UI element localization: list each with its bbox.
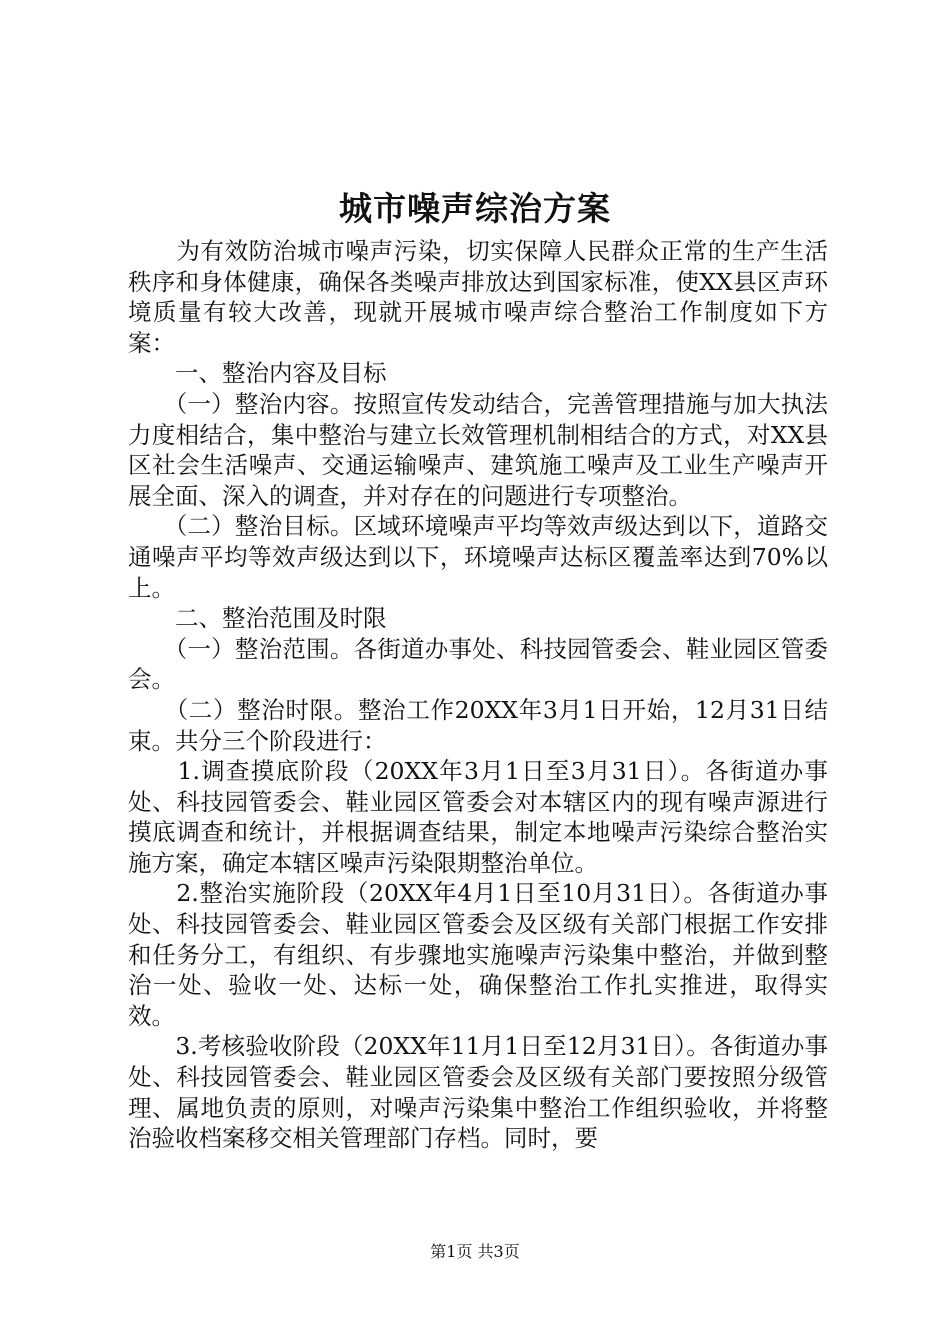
paragraph-content: （一）整治内容。按照宣传发动结合，完善管理措施与加大执法力度相结合，集中整治与建立长效管理机制相结合的方式，对XX县区社会生活噪声、交通运输噪声、建筑施工噪声及工业生产噪声开展全面、深入的调查，并对存在的问题进行专项整治。 [128, 389, 828, 510]
paragraph-stage-3: 3.考核验收阶段（20XX年11月1日至12月31日）。各街道办事处、科技园管委会、鞋业园区管委会及区级有关部门要按照分级管理、属地负责的原则，对噪声污染集中整治工作组织验收，并将整治验收档案移交相关管理部门存档。同时，要 [128, 1032, 828, 1153]
paragraph-goal: （二）整治目标。区域环境噪声平均等效声级达到以下，道路交通噪声平均等效声级达到以下，环境噪声达标区覆盖率达到70%以上。 [128, 512, 828, 602]
paragraph-stage-2: 2.整治实施阶段（20XX年4月1日至10月31日）。各街道办事处、科技园管委会、鞋业园区管委会及区级有关部门根据工作安排和任务分工，有组织、有步骤地实施噪声污染集中整治，并做到整治一处、验收一处、达标一处，确保整治工作扎实推进，取得实效。 [128, 879, 828, 1030]
paragraph-stage-1: 1.调查摸底阶段（20XX年3月1日至3月31日）。各街道办事处、科技园管委会、鞋业园区管委会对本辖区内的现有噪声源进行摸底调查和统计，并根据调查结果，制定本地噪声污染综合整治实施方案，确定本辖区噪声污染限期整治单位。 [128, 757, 828, 877]
document-body [128, 236, 828, 1154]
document-title: 城市噪声综治方案 [339, 189, 611, 228]
heading-section-1: 一、整治内容及目标 [128, 359, 387, 388]
paragraph-intro: 为有效防治城市噪声污染，切实保障人民群众正常的生产生活秩序和身体健康，确保各类噪声排放达到国家标准，使XX县区声环境质量有较大改善，现就开展城市噪声综合整治工作制度如下方案： [128, 237, 828, 357]
heading-section-2: 二、整治范围及时限 [128, 604, 387, 633]
paragraph-timeline: （二）整治时限。整治工作20XX年3月1日开始，12月31日结束。共分三个阶段进行： [128, 695, 828, 755]
paragraph-scope: （一）整治范围。各街道办事处、科技园管委会、鞋业园区管委会。 [128, 634, 828, 694]
page-footer: 第1页 共3页 [430, 1242, 520, 1261]
